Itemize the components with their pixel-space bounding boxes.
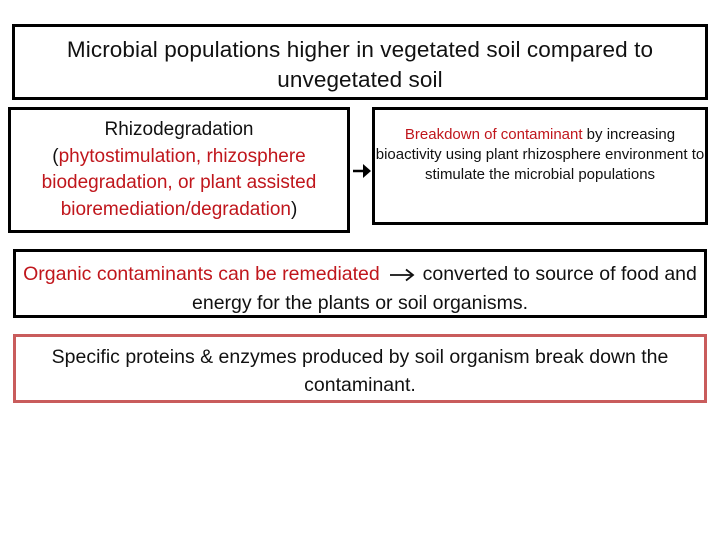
title-box [12, 24, 708, 100]
rhizodegradation-detail-block [11, 144, 347, 224]
organic-contaminants-box [13, 249, 707, 318]
organic-red-text: Organic contaminants can be remediated [23, 263, 380, 285]
organic-rest-text: converted to source of food and energy for the plants or soil organisms. [192, 263, 697, 314]
open-paren: ( [52, 145, 59, 167]
breakdown-rest-text: by increasing bioactivity using plant rhizosphere environment to stimulate the microbial populations [375, 126, 705, 183]
rhizodegradation-heading: Rhizodegradation [104, 119, 254, 140]
connector-arrow-icon [352, 160, 372, 182]
right-arrow-icon [389, 268, 415, 282]
title-line-1: Microbial populations higher in vegetated soil compared to [66, 37, 654, 62]
rhizodegradation-detail: phytostimulation, rhizosphere biodegradation, or plant assisted bioremediation/degradation [41, 145, 317, 220]
proteins-text: Specific proteins & enzymes produced by soil organism break down the contaminant. [51, 346, 669, 396]
rhizodegradation-box [8, 107, 350, 233]
breakdown-box [372, 107, 708, 225]
proteins-enzymes-box [13, 334, 707, 403]
close-paren: ) [290, 198, 298, 220]
breakdown-red-text: Breakdown of contaminant [404, 126, 583, 143]
title-line-2: unvegetated soil [277, 67, 443, 92]
